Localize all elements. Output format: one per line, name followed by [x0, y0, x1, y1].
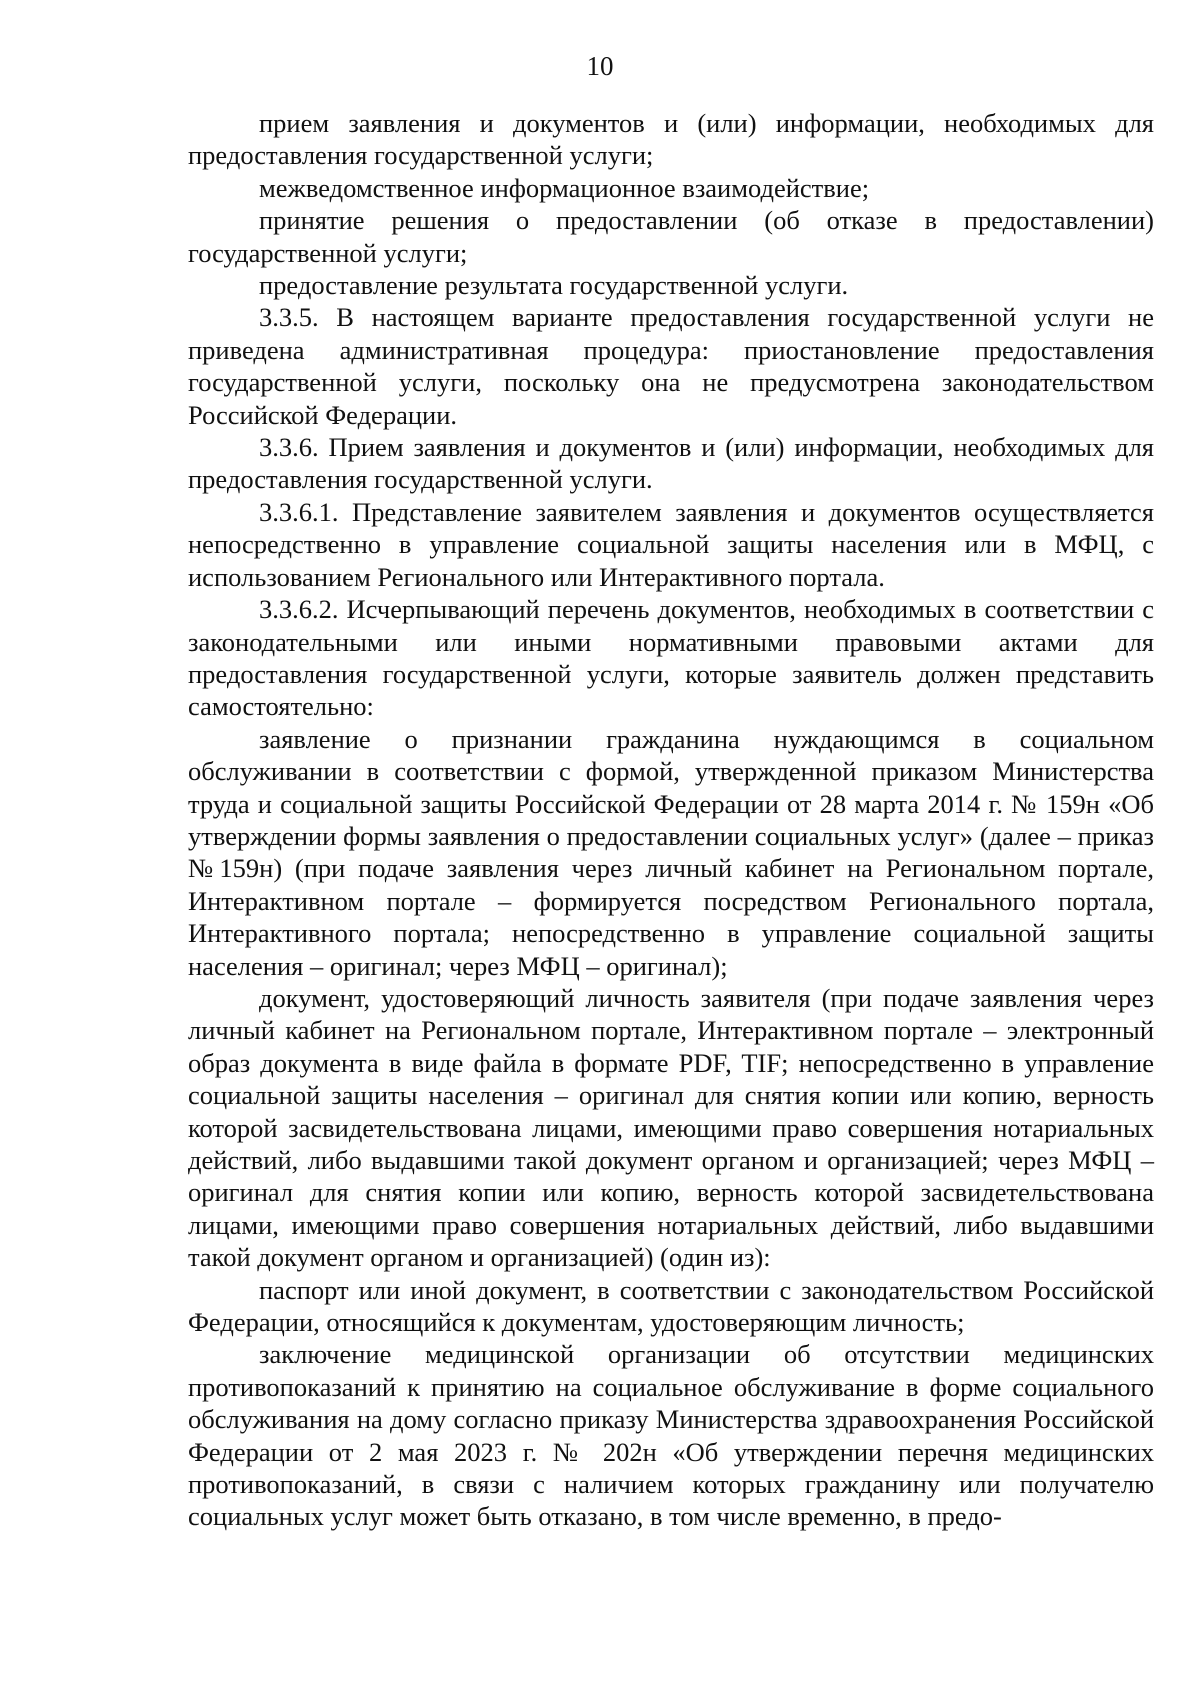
paragraph-medical-conclusion: заключение медицинской организации об отсутствии медицинских противопоказаний к принятию на социальное обслуживание в форме социального обслуживания на дому согласно приказу Министерства здравоохранения Российской Федерации от 2 мая 2023 г. № 202н «Об утверждении перечня медицинских противопоказаний, в связи с наличием которых гражданину или получателю социальных услуг может быть отказано, в том числе временно, в предо-	[188, 1339, 1154, 1532]
paragraph-service-step-result: предоставление результата государственной услуги.	[259, 270, 849, 301]
paragraph-3-3-6-2: 3.3.6.2. Исчерпывающий перечень документов, необходимых в соответствии с законодательными или иными нормативными правовыми актами для предоставления государственной услуги, которые заявитель должен представить самостоятельно:	[188, 594, 1154, 722]
paragraph-3-3-6-1: 3.3.6.1. Представление заявителем заявления и документов осуществляется непосредственно в управление социальной защиты населения или в МФЦ, с использованием Регионального или Интерактивного портала.	[188, 496, 1154, 592]
paragraph-passport: паспорт или иной документ, в соответствии с законодательством Российской Федерации, относящийся к документам, удостоверяющим личность;	[188, 1274, 1154, 1338]
document-body	[188, 107, 1154, 1533]
paragraph-service-step-interaction: межведомственное информационное взаимодействие;	[259, 172, 870, 203]
paragraph-3-3-5: 3.3.5. В настоящем варианте предоставления государственной услуги не приведена административная процедура: приостановление предоставления государственной услуги, поскольку она не предусмотрена законодательством Российской Федерации.	[188, 302, 1154, 430]
paragraph-application-statement: заявление о признании гражданина нуждающимся в социальном обслуживании в соответствии с формой, утвержденной приказом Министерства труда и социальной защиты Российской Федерации от 28 марта 2014 г. № 159н «Об утверждении формы заявления о предоставлении социальных услуг» (далее – приказ №159н) (при подаче заявления через личный кабинет на Региональном портале, Интерактивном портале – формируется посредством Регионального портала, Интерактивного портала; непосредственно в управление социальной защиты населения – оригинал; через МФЦ – оригинал);	[188, 723, 1154, 981]
paragraph-service-step-application: прием заявления и документов и (или) информации, необходимых для предоставления государственной услуги;	[188, 108, 1154, 171]
paragraph-identity-document: документ, удостоверяющий личность заявителя (при подаче заявления через личный кабинет на Региональном портале, Интерактивном портале – электронный образ документа в виде файла в формате PDF, TIF; непосредственно в управление социальной защиты населения – оригинал для снятия копии или копию, верность которой засвидетельствована лицами, имеющими право совершения нотариальных действий, либо выдавшими такой документ органом и организацией; через МФЦ – оригинал для снятия копии или копию, верность которой засвидетельствована лицами, имеющими право совершения нотариальных действий, либо выдавшими такой документ органом и организацией) (один из):	[188, 982, 1154, 1273]
paragraph-3-3-6: 3.3.6. Прием заявления и документов и (или) информации, необходимых для предоставления государственной услуги.	[188, 432, 1154, 495]
paragraph-service-step-decision: принятие решения о предоставлении (об отказе в предоставлении) государственной услуги;	[188, 205, 1154, 268]
page-number: 10	[586, 51, 614, 81]
